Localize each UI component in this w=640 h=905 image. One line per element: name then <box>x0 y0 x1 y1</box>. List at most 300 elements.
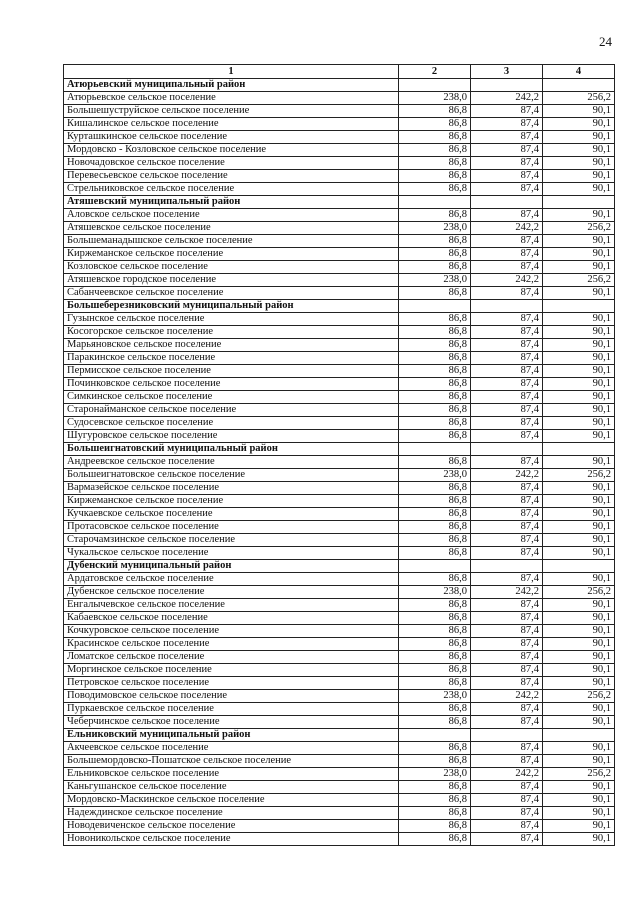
value-col2-cell: 86,8 <box>399 755 471 768</box>
settlement-name-cell: Марьяновское сельское поселение <box>64 339 399 352</box>
settlement-name-cell: Перевесьевское сельское поселение <box>64 170 399 183</box>
settlement-name-cell: Ельниковское сельское поселение <box>64 768 399 781</box>
table-row <box>64 456 615 469</box>
value-col3-cell: 87,4 <box>471 209 543 222</box>
value-col2-cell: 86,8 <box>399 456 471 469</box>
value-col2-cell: 238,0 <box>399 768 471 781</box>
value-col3-cell: 87,4 <box>471 638 543 651</box>
value-col4-cell <box>543 560 615 573</box>
table-row <box>64 365 615 378</box>
value-col2-cell: 86,8 <box>399 105 471 118</box>
value-col4-cell: 90,1 <box>543 352 615 365</box>
value-col3-cell: 242,2 <box>471 92 543 105</box>
value-col2-cell: 86,8 <box>399 118 471 131</box>
value-col4-cell: 90,1 <box>543 755 615 768</box>
value-col4-cell: 90,1 <box>543 261 615 274</box>
value-col2-cell: 86,8 <box>399 248 471 261</box>
value-col3-cell: 87,4 <box>471 534 543 547</box>
value-col3-cell: 87,4 <box>471 755 543 768</box>
settlement-name-cell: Надеждинское сельское поселение <box>64 807 399 820</box>
value-col2-cell: 86,8 <box>399 547 471 560</box>
value-col3-cell <box>471 196 543 209</box>
value-col3-cell: 87,4 <box>471 313 543 326</box>
settlement-name-cell: Кочкуровское сельское поселение <box>64 625 399 638</box>
settlement-name-cell: Большеигнатовское сельское поселение <box>64 469 399 482</box>
value-col4-cell: 90,1 <box>543 651 615 664</box>
value-col2-cell: 86,8 <box>399 313 471 326</box>
value-col4-cell: 90,1 <box>543 495 615 508</box>
table-row <box>64 716 615 729</box>
table-row <box>64 820 615 833</box>
district-name-cell: Атюрьевский муниципальный район <box>64 79 399 92</box>
table-row <box>64 768 615 781</box>
table-row <box>64 833 615 846</box>
value-col4-cell: 90,1 <box>543 417 615 430</box>
table-row <box>64 547 615 560</box>
value-col3-cell: 87,4 <box>471 131 543 144</box>
value-col3-cell: 242,2 <box>471 690 543 703</box>
settlement-name-cell: Протасовское сельское поселение <box>64 521 399 534</box>
value-col2-cell: 238,0 <box>399 469 471 482</box>
settlement-name-cell: Ломатское сельское поселение <box>64 651 399 664</box>
column-header-3: 3 <box>471 65 543 79</box>
value-col3-cell: 87,4 <box>471 664 543 677</box>
district-name-cell: Ельниковский муниципальный район <box>64 729 399 742</box>
settlement-name-cell: Новодевиченское сельское поселение <box>64 820 399 833</box>
value-col4-cell: 90,1 <box>543 404 615 417</box>
value-col2-cell: 86,8 <box>399 209 471 222</box>
value-col3-cell: 87,4 <box>471 482 543 495</box>
value-col4-cell: 90,1 <box>543 599 615 612</box>
table-row <box>64 742 615 755</box>
value-col4-cell: 90,1 <box>543 625 615 638</box>
settlement-name-cell: Чукальское сельское поселение <box>64 547 399 560</box>
settlement-name-cell: Большемордовско-Пошатское сельское поселение <box>64 755 399 768</box>
value-col2-cell: 86,8 <box>399 365 471 378</box>
value-col3-cell: 242,2 <box>471 274 543 287</box>
value-col4-cell: 90,1 <box>543 105 615 118</box>
settlement-name-cell: Каньгушанское сельское поселение <box>64 781 399 794</box>
value-col2-cell: 86,8 <box>399 235 471 248</box>
table-row <box>64 612 615 625</box>
value-col2-cell <box>399 300 471 313</box>
value-col2-cell: 86,8 <box>399 664 471 677</box>
value-col3-cell <box>471 729 543 742</box>
value-col3-cell: 87,4 <box>471 703 543 716</box>
value-col3-cell: 87,4 <box>471 612 543 625</box>
settlement-name-cell: Шугуровское сельское поселение <box>64 430 399 443</box>
value-col3-cell: 87,4 <box>471 794 543 807</box>
column-header-4: 4 <box>543 65 615 79</box>
value-col2-cell: 238,0 <box>399 274 471 287</box>
table-row <box>64 339 615 352</box>
district-row <box>64 79 615 92</box>
settlement-name-cell: Мордовско-Маскинское сельское поселение <box>64 794 399 807</box>
value-col3-cell: 87,4 <box>471 625 543 638</box>
table-row <box>64 92 615 105</box>
settlement-name-cell: Енгалычевское сельское поселение <box>64 599 399 612</box>
header-row <box>64 65 615 79</box>
value-col2-cell: 86,8 <box>399 612 471 625</box>
value-col4-cell <box>543 300 615 313</box>
value-col2-cell: 86,8 <box>399 378 471 391</box>
value-col3-cell <box>471 560 543 573</box>
settlement-name-cell: Киржеманское сельское поселение <box>64 495 399 508</box>
table-row <box>64 482 615 495</box>
table-row <box>64 378 615 391</box>
value-col4-cell: 90,1 <box>543 248 615 261</box>
settlement-name-cell: Большеманадышское сельское поселение <box>64 235 399 248</box>
value-col2-cell <box>399 196 471 209</box>
table-row <box>64 794 615 807</box>
district-row <box>64 443 615 456</box>
value-col3-cell: 87,4 <box>471 378 543 391</box>
value-col3-cell <box>471 300 543 313</box>
settlement-name-cell: Пуркаевское сельское поселение <box>64 703 399 716</box>
value-col3-cell: 87,4 <box>471 573 543 586</box>
value-col2-cell: 238,0 <box>399 222 471 235</box>
settlement-name-cell: Вармазейское сельское поселение <box>64 482 399 495</box>
value-col4-cell: 90,1 <box>543 287 615 300</box>
value-col4-cell: 90,1 <box>543 508 615 521</box>
value-col2-cell: 86,8 <box>399 781 471 794</box>
table-row <box>64 274 615 287</box>
settlement-name-cell: Ардатовское сельское поселение <box>64 573 399 586</box>
value-col2-cell: 86,8 <box>399 625 471 638</box>
value-col3-cell: 87,4 <box>471 742 543 755</box>
settlement-name-cell: Курташкинское сельское поселение <box>64 131 399 144</box>
table-row <box>64 534 615 547</box>
settlement-name-cell: Гузынское сельское поселение <box>64 313 399 326</box>
value-col3-cell: 87,4 <box>471 430 543 443</box>
table-row <box>64 170 615 183</box>
value-col3-cell: 87,4 <box>471 391 543 404</box>
value-col2-cell: 86,8 <box>399 833 471 846</box>
value-col4-cell: 256,2 <box>543 274 615 287</box>
table-row <box>64 287 615 300</box>
table-row <box>64 144 615 157</box>
value-col4-cell: 90,1 <box>543 430 615 443</box>
table-row <box>64 391 615 404</box>
district-row <box>64 729 615 742</box>
settlement-name-cell: Мордовско - Козловское сельское поселение <box>64 144 399 157</box>
district-name-cell: Дубенский муниципальный район <box>64 560 399 573</box>
table-row <box>64 677 615 690</box>
value-col4-cell: 90,1 <box>543 573 615 586</box>
value-col3-cell: 87,4 <box>471 339 543 352</box>
table-row <box>64 495 615 508</box>
value-col3-cell: 87,4 <box>471 456 543 469</box>
value-col2-cell: 86,8 <box>399 677 471 690</box>
table-row <box>64 755 615 768</box>
table-row <box>64 105 615 118</box>
value-col3-cell: 87,4 <box>471 495 543 508</box>
settlement-name-cell: Атяшевское городское поселение <box>64 274 399 287</box>
table-row <box>64 248 615 261</box>
table-row <box>64 118 615 131</box>
data-table <box>63 64 615 846</box>
table-row <box>64 222 615 235</box>
value-col4-cell: 90,1 <box>543 820 615 833</box>
value-col3-cell: 242,2 <box>471 469 543 482</box>
value-col3-cell: 87,4 <box>471 807 543 820</box>
value-col2-cell: 86,8 <box>399 157 471 170</box>
value-col4-cell: 256,2 <box>543 92 615 105</box>
value-col2-cell: 86,8 <box>399 807 471 820</box>
value-col4-cell <box>543 196 615 209</box>
value-col2-cell: 86,8 <box>399 391 471 404</box>
value-col4-cell: 90,1 <box>543 365 615 378</box>
page-number: 24 <box>599 34 612 49</box>
value-col3-cell: 87,4 <box>471 365 543 378</box>
settlement-name-cell: Атяшевское сельское поселение <box>64 222 399 235</box>
value-col2-cell: 86,8 <box>399 573 471 586</box>
settlement-name-cell: Судосевское сельское поселение <box>64 417 399 430</box>
value-col4-cell: 90,1 <box>543 378 615 391</box>
settlement-name-cell: Козловское сельское поселение <box>64 261 399 274</box>
value-col4-cell: 256,2 <box>543 222 615 235</box>
value-col2-cell: 86,8 <box>399 534 471 547</box>
value-col3-cell: 242,2 <box>471 768 543 781</box>
value-col4-cell: 90,1 <box>543 794 615 807</box>
value-col4-cell: 90,1 <box>543 612 615 625</box>
table-row <box>64 183 615 196</box>
value-col2-cell: 86,8 <box>399 651 471 664</box>
value-col2-cell <box>399 443 471 456</box>
settlement-name-cell: Старочамзинское сельское поселение <box>64 534 399 547</box>
value-col4-cell <box>543 443 615 456</box>
table-row <box>64 664 615 677</box>
value-col3-cell: 87,4 <box>471 651 543 664</box>
value-col4-cell: 90,1 <box>543 118 615 131</box>
value-col4-cell: 90,1 <box>543 482 615 495</box>
value-col2-cell: 86,8 <box>399 430 471 443</box>
value-col4-cell: 90,1 <box>543 209 615 222</box>
value-col2-cell: 86,8 <box>399 183 471 196</box>
value-col2-cell: 86,8 <box>399 287 471 300</box>
district-row <box>64 560 615 573</box>
value-col2-cell: 86,8 <box>399 820 471 833</box>
value-col4-cell: 90,1 <box>543 456 615 469</box>
value-col3-cell: 87,4 <box>471 404 543 417</box>
value-col3-cell: 87,4 <box>471 547 543 560</box>
district-name-cell: Большеберезниковский муниципальный район <box>64 300 399 313</box>
column-header-1: 1 <box>64 65 399 79</box>
settlement-name-cell: Кабаевское сельское поселение <box>64 612 399 625</box>
table-row <box>64 521 615 534</box>
value-col3-cell: 87,4 <box>471 820 543 833</box>
settlement-name-cell: Аловское сельское поселение <box>64 209 399 222</box>
value-col4-cell: 90,1 <box>543 664 615 677</box>
settlement-name-cell: Андреевское сельское поселение <box>64 456 399 469</box>
table-row <box>64 326 615 339</box>
value-col2-cell: 238,0 <box>399 690 471 703</box>
settlement-name-cell: Акчеевское сельское поселение <box>64 742 399 755</box>
settlement-name-cell: Кишалинское сельское поселение <box>64 118 399 131</box>
value-col3-cell: 87,4 <box>471 183 543 196</box>
value-col4-cell: 90,1 <box>543 131 615 144</box>
value-col2-cell: 86,8 <box>399 261 471 274</box>
table-row <box>64 807 615 820</box>
value-col4-cell: 90,1 <box>543 170 615 183</box>
value-col4-cell: 90,1 <box>543 157 615 170</box>
value-col3-cell: 87,4 <box>471 170 543 183</box>
value-col3-cell: 87,4 <box>471 833 543 846</box>
settlement-name-cell: Стрельниковское сельское поселение <box>64 183 399 196</box>
value-col3-cell: 87,4 <box>471 105 543 118</box>
value-col2-cell: 86,8 <box>399 482 471 495</box>
value-col2-cell: 86,8 <box>399 404 471 417</box>
table-row <box>64 586 615 599</box>
value-col2-cell: 238,0 <box>399 92 471 105</box>
value-col3-cell: 87,4 <box>471 144 543 157</box>
table-row <box>64 638 615 651</box>
value-col2-cell <box>399 79 471 92</box>
settlement-name-cell: Сабанчеевское сельское поселение <box>64 287 399 300</box>
value-col4-cell <box>543 729 615 742</box>
value-col3-cell: 87,4 <box>471 521 543 534</box>
value-col2-cell <box>399 729 471 742</box>
value-col3-cell: 87,4 <box>471 287 543 300</box>
value-col4-cell: 256,2 <box>543 690 615 703</box>
value-col4-cell: 90,1 <box>543 781 615 794</box>
value-col2-cell: 86,8 <box>399 521 471 534</box>
settlement-name-cell: Моргинское сельское поселение <box>64 664 399 677</box>
settlement-name-cell: Красинское сельское поселение <box>64 638 399 651</box>
value-col2-cell: 86,8 <box>399 352 471 365</box>
value-col2-cell: 86,8 <box>399 742 471 755</box>
value-col2-cell: 86,8 <box>399 326 471 339</box>
value-col4-cell: 256,2 <box>543 469 615 482</box>
value-col4-cell: 90,1 <box>543 521 615 534</box>
value-col4-cell <box>543 79 615 92</box>
table-row <box>64 508 615 521</box>
value-col2-cell: 86,8 <box>399 170 471 183</box>
value-col3-cell: 87,4 <box>471 157 543 170</box>
value-col3-cell: 87,4 <box>471 261 543 274</box>
settlement-name-cell: Петровское сельское поселение <box>64 677 399 690</box>
value-col3-cell: 242,2 <box>471 586 543 599</box>
value-col2-cell: 86,8 <box>399 716 471 729</box>
value-col3-cell: 87,4 <box>471 716 543 729</box>
value-col3-cell: 87,4 <box>471 118 543 131</box>
value-col4-cell: 90,1 <box>543 547 615 560</box>
settlement-name-cell: Кучкаевское сельское поселение <box>64 508 399 521</box>
value-col2-cell: 86,8 <box>399 508 471 521</box>
value-col3-cell: 87,4 <box>471 599 543 612</box>
district-row <box>64 300 615 313</box>
value-col3-cell: 87,4 <box>471 508 543 521</box>
value-col4-cell: 90,1 <box>543 638 615 651</box>
table-row <box>64 313 615 326</box>
table-row <box>64 430 615 443</box>
settlement-name-cell: Киржеманское сельское поселение <box>64 248 399 261</box>
value-col4-cell: 256,2 <box>543 586 615 599</box>
district-row <box>64 196 615 209</box>
settlement-name-cell: Новоникольское сельское поселение <box>64 833 399 846</box>
settlement-name-cell: Косогорское сельское поселение <box>64 326 399 339</box>
settlement-name-cell: Большешуструйское сельское поселение <box>64 105 399 118</box>
value-col2-cell: 238,0 <box>399 586 471 599</box>
table-row <box>64 625 615 638</box>
table-row <box>64 417 615 430</box>
table-row <box>64 781 615 794</box>
value-col4-cell: 90,1 <box>543 703 615 716</box>
settlement-name-cell: Паракинское сельское поселение <box>64 352 399 365</box>
district-name-cell: Большеигнатовский муниципальный район <box>64 443 399 456</box>
value-col4-cell: 90,1 <box>543 716 615 729</box>
table-row <box>64 690 615 703</box>
value-col2-cell: 86,8 <box>399 144 471 157</box>
value-col3-cell: 87,4 <box>471 235 543 248</box>
value-col4-cell: 90,1 <box>543 313 615 326</box>
value-col3-cell: 87,4 <box>471 352 543 365</box>
value-col3-cell <box>471 443 543 456</box>
table-row <box>64 261 615 274</box>
value-col4-cell: 90,1 <box>543 339 615 352</box>
table-row <box>64 651 615 664</box>
value-col2-cell <box>399 560 471 573</box>
settlement-name-cell: Поводимовское сельское поселение <box>64 690 399 703</box>
settlement-name-cell: Дубенское сельское поселение <box>64 586 399 599</box>
value-col4-cell: 90,1 <box>543 677 615 690</box>
value-col3-cell: 87,4 <box>471 326 543 339</box>
value-col4-cell: 90,1 <box>543 534 615 547</box>
table-row <box>64 573 615 586</box>
settlement-name-cell: Старонайманское сельское поселение <box>64 404 399 417</box>
value-col2-cell: 86,8 <box>399 703 471 716</box>
settlement-name-cell: Починковское сельское поселение <box>64 378 399 391</box>
value-col4-cell: 256,2 <box>543 768 615 781</box>
value-col3-cell: 87,4 <box>471 677 543 690</box>
value-col2-cell: 86,8 <box>399 495 471 508</box>
value-col3-cell: 87,4 <box>471 417 543 430</box>
settlement-name-cell: Чеберчинское сельское поселение <box>64 716 399 729</box>
value-col2-cell: 86,8 <box>399 599 471 612</box>
table-row <box>64 131 615 144</box>
settlement-name-cell: Симкинское сельское поселение <box>64 391 399 404</box>
value-col4-cell: 90,1 <box>543 391 615 404</box>
value-col3-cell <box>471 79 543 92</box>
district-name-cell: Атяшевский муниципальный район <box>64 196 399 209</box>
value-col2-cell: 86,8 <box>399 339 471 352</box>
table-row <box>64 209 615 222</box>
value-col3-cell: 87,4 <box>471 781 543 794</box>
value-col2-cell: 86,8 <box>399 131 471 144</box>
table-row <box>64 404 615 417</box>
table-row <box>64 157 615 170</box>
value-col4-cell: 90,1 <box>543 326 615 339</box>
table-row <box>64 703 615 716</box>
value-col2-cell: 86,8 <box>399 638 471 651</box>
column-header-2: 2 <box>399 65 471 79</box>
value-col3-cell: 87,4 <box>471 248 543 261</box>
table-row <box>64 352 615 365</box>
value-col4-cell: 90,1 <box>543 183 615 196</box>
value-col4-cell: 90,1 <box>543 235 615 248</box>
settlement-name-cell: Новочадовское сельское поселение <box>64 157 399 170</box>
value-col4-cell: 90,1 <box>543 742 615 755</box>
value-col4-cell: 90,1 <box>543 833 615 846</box>
table-row <box>64 469 615 482</box>
value-col4-cell: 90,1 <box>543 144 615 157</box>
value-col3-cell: 242,2 <box>471 222 543 235</box>
value-col2-cell: 86,8 <box>399 417 471 430</box>
settlement-name-cell: Атюрьевское сельское поселение <box>64 92 399 105</box>
table-row <box>64 599 615 612</box>
value-col4-cell: 90,1 <box>543 807 615 820</box>
table-row <box>64 235 615 248</box>
